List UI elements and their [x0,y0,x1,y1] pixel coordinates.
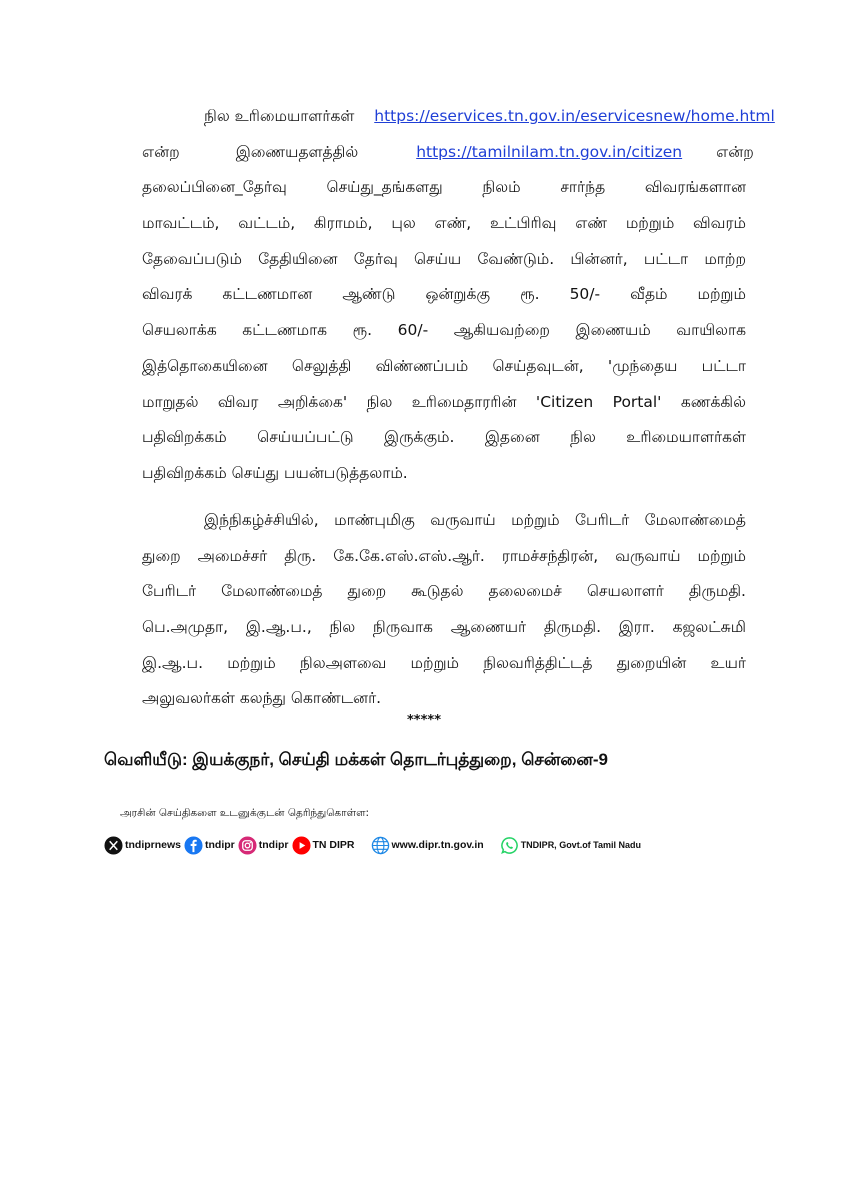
para1-line-6: விவரக் கட்டணமான ஆண்டு ஒன்றுக்கு ரூ. 50/- வீதம் மற்றும் [142,285,746,304]
paragraph-2 [142,503,746,717]
para2-line-5: இ.ஆ.ப. மற்றும் நிலஅளவை மற்றும் நிலவரித்திட்டத் துறையின் உயர் [142,653,746,672]
instagram-icon [238,836,257,855]
para2-line-3: பேரிடர் மேலாண்மைத் துறை கூடுதல் தலைமைச் செயலாளர் திருமதி. [142,582,746,601]
youtube-handle: TN DIPR [312,839,355,851]
x-handle: tndiprnews [125,839,182,851]
para1-line-7: செயலாக்க கட்டணமாக ரூ. 60/- ஆகியவற்றை இணையம் வாயிலாக [142,321,746,340]
para1-line-10: பதிவிறக்கம் செய்யப்பட்டு இருக்கும். இதனை நில உரிமையாளர்கள் [142,428,746,447]
paragraph-1 [142,99,775,492]
para2-line-4: பெ.அமுதா, இ.ஆ.ப., நில நிருவாக ஆணையர் திருமதி. இரா. கஜலட்சுமி [142,618,746,637]
separator-stars: ***** [407,713,441,728]
para1-line-3: தலைப்பினை_தேர்வு செய்து_தங்களது நிலம் சார்ந்த விவரங்களான [142,178,746,197]
para1-text: நில உரிமையாளர்கள் [204,107,355,125]
social-website[interactable] [371,836,484,855]
whatsapp-channel: TNDIPR, Govt.of Tamil Nadu [520,840,642,850]
para1-line-11: பதிவிறக்கம் செய்து பயன்படுத்தலாம். [142,463,408,482]
whatsapp-icon [500,836,519,855]
tamilnilam-link[interactable]: https://tamilnilam.tn.gov.in/citizen [416,142,683,161]
social-x[interactable] [104,836,181,855]
para2-line-1: இந்நிகழ்ச்சியில், மாண்புமிகு வருவாய் மற்றும் பேரிடர் மேலாண்மைத் [204,511,746,529]
para1-line-5: தேவைப்படும் தேதியினை தேர்வு செய்ய வேண்டும். பின்னர், பட்டா மாற்ற [142,249,746,268]
facebook-icon [184,836,203,855]
release-line: வெளியீடு: இயக்குநர், செய்தி மக்கள் தொடர்புத்துறை, சென்னை-9 [104,750,609,769]
para1-line-8: இத்தொகையினை செலுத்தி விண்ணப்பம் செய்தவுடன், 'முந்தைய பட்டா [142,356,746,375]
social-bar [104,834,641,856]
para1-line-9: மாறுதல் விவர அறிக்கை' நில உரிமைதாரரின் 'Citizen Portal' கணக்கில் [142,392,746,411]
para1-text: என்ற [716,142,754,161]
social-instagram[interactable] [238,836,289,855]
youtube-icon [292,836,311,855]
website-url: www.dipr.tn.gov.in [391,839,484,851]
para1-text: என்ற [142,142,180,161]
social-facebook[interactable] [184,836,235,855]
follow-text: அரசின் செய்திகளை உடனுக்குடன் தெரிந்துகொள்ள: [120,807,370,819]
para2-line-6: அலுவலர்கள் கலந்து கொண்டனர். [142,689,382,708]
para2-line-2: துறை அமைச்சர் திரு. கே.கே.எஸ்.எஸ்.ஆர். ராமச்சந்திரன், வருவாய் மற்றும் [142,546,746,565]
social-whatsapp[interactable] [500,836,641,855]
globe-icon [371,836,390,855]
instagram-handle: tndipr [258,839,289,851]
eservices-link[interactable]: https://eservices.tn.gov.in/eservicesnew/home.html [374,107,775,125]
para1-line-4: மாவட்டம், வட்டம், கிராமம், புல எண், உட்பிரிவு எண் மற்றும் விவரம் [142,214,746,233]
para1-line-1 [142,99,775,135]
facebook-handle: tndipr [205,839,235,851]
para1-line-2 [142,135,754,171]
social-youtube[interactable] [292,836,355,855]
x-icon [104,836,123,855]
para1-text: இணையதளத்தில் [235,142,359,161]
